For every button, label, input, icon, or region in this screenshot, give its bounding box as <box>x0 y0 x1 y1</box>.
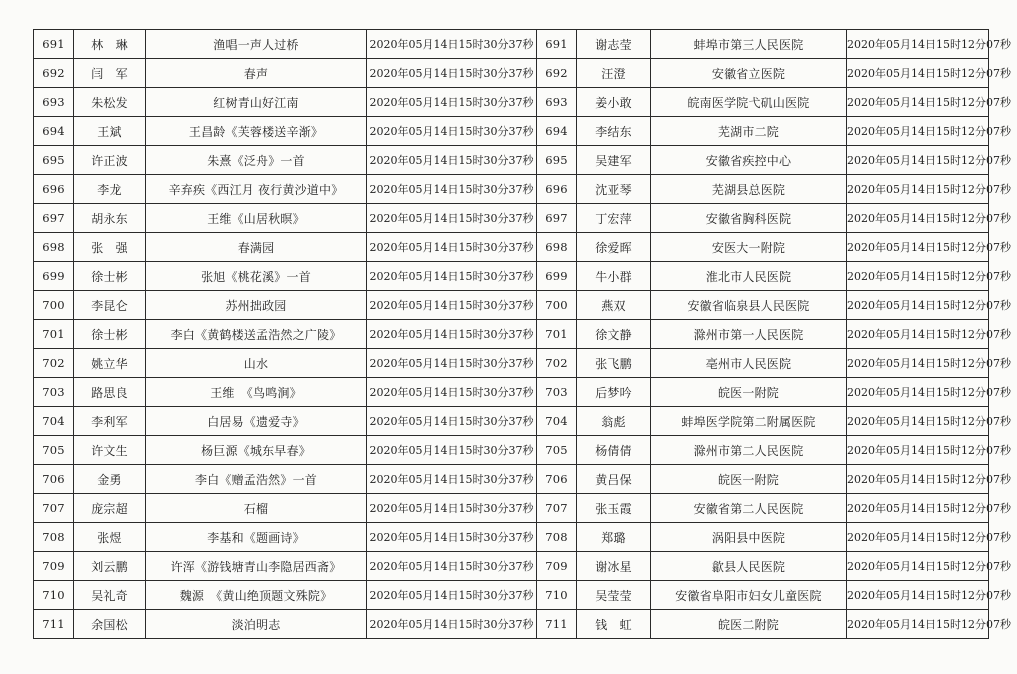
left-timestamp-cell: 2020年05月14日15时30分37秒 <box>367 494 537 523</box>
certificate-table <box>33 29 1011 639</box>
hospital-cell: 安徽省胸科医院 <box>651 204 847 233</box>
table-row <box>34 175 989 204</box>
table-row <box>34 146 989 175</box>
left-timestamp-cell: 2020年05月14日15时30分37秒 <box>367 407 537 436</box>
right-name-cell: 张玉霞 <box>577 494 651 523</box>
table-row <box>34 320 989 349</box>
left-number-cell: 698 <box>34 233 74 262</box>
left-name-cell: 张煜 <box>74 523 146 552</box>
left-number-cell: 705 <box>34 436 74 465</box>
table-row <box>34 59 989 88</box>
table-row <box>34 204 989 233</box>
right-number-cell: 691 <box>537 30 577 59</box>
left-name-cell: 路思良 <box>74 378 146 407</box>
artwork-title-cell: 王昌龄《芙蓉楼送辛渐》 <box>146 117 367 146</box>
hospital-cell: 滁州市第一人民医院 <box>651 320 847 349</box>
left-name-cell: 徐士彬 <box>74 262 146 291</box>
artwork-title-cell: 张旭《桃花溪》一首 <box>146 262 367 291</box>
left-number-cell: 693 <box>34 88 74 117</box>
hospital-cell: 淮北市人民医院 <box>651 262 847 291</box>
hospital-cell: 蚌埠医学院第二附属医院 <box>651 407 847 436</box>
hospital-cell: 芜湖市二院 <box>651 117 847 146</box>
left-name-cell: 李昆仑 <box>74 291 146 320</box>
left-number-cell: 691 <box>34 30 74 59</box>
left-name-cell: 吴礼奇 <box>74 581 146 610</box>
left-name-cell: 姚立华 <box>74 349 146 378</box>
right-name-cell: 姜小敢 <box>577 88 651 117</box>
right-number-cell: 702 <box>537 349 577 378</box>
table-row <box>34 494 989 523</box>
left-timestamp-cell: 2020年05月14日15时30分37秒 <box>367 204 537 233</box>
hospital-cell: 安徽省第二人民医院 <box>651 494 847 523</box>
table-row <box>34 233 989 262</box>
right-timestamp-cell: 2020年05月14日15时12分07秒 <box>847 436 989 465</box>
artwork-title-cell: 苏州拙政园 <box>146 291 367 320</box>
right-number-cell: 709 <box>537 552 577 581</box>
left-timestamp-cell: 2020年05月14日15时30分37秒 <box>367 378 537 407</box>
table-row <box>34 407 989 436</box>
right-name-cell: 沈亚琴 <box>577 175 651 204</box>
left-name-cell: 闫 军 <box>74 59 146 88</box>
hospital-cell: 皖南医学院弋矶山医院 <box>651 88 847 117</box>
table-row <box>34 378 989 407</box>
left-timestamp-cell: 2020年05月14日15时30分37秒 <box>367 233 537 262</box>
left-name-cell: 王斌 <box>74 117 146 146</box>
right-number-cell: 699 <box>537 262 577 291</box>
left-name-cell: 刘云鹏 <box>74 552 146 581</box>
left-name-cell: 徐士彬 <box>74 320 146 349</box>
artwork-title-cell: 李白《黄鹤楼送孟浩然之广陵》 <box>146 320 367 349</box>
left-name-cell: 李龙 <box>74 175 146 204</box>
left-timestamp-cell: 2020年05月14日15时30分37秒 <box>367 30 537 59</box>
left-name-cell: 庞宗超 <box>74 494 146 523</box>
artwork-title-cell: 山水 <box>146 349 367 378</box>
right-timestamp-cell: 2020年05月14日15时12分07秒 <box>847 233 989 262</box>
hospital-cell: 安徽省立医院 <box>651 59 847 88</box>
left-timestamp-cell: 2020年05月14日15时30分37秒 <box>367 610 537 639</box>
left-timestamp-cell: 2020年05月14日15时30分37秒 <box>367 117 537 146</box>
right-timestamp-cell: 2020年05月14日15时12分07秒 <box>847 407 989 436</box>
hospital-cell: 歙县人民医院 <box>651 552 847 581</box>
artwork-title-cell: 石榴 <box>146 494 367 523</box>
hospital-cell: 安徽省疾控中心 <box>651 146 847 175</box>
table-row <box>34 610 989 639</box>
table-row <box>34 262 989 291</box>
left-name-cell: 余国松 <box>74 610 146 639</box>
artwork-title-cell: 红树青山好江南 <box>146 88 367 117</box>
left-timestamp-cell: 2020年05月14日15时30分37秒 <box>367 581 537 610</box>
right-timestamp-cell: 2020年05月14日15时12分07秒 <box>847 581 989 610</box>
left-timestamp-cell: 2020年05月14日15时30分37秒 <box>367 523 537 552</box>
hospital-cell: 皖医一附院 <box>651 465 847 494</box>
table-row <box>34 465 989 494</box>
right-name-cell: 徐爱晖 <box>577 233 651 262</box>
right-number-cell: 694 <box>537 117 577 146</box>
table-row <box>34 523 989 552</box>
artwork-title-cell: 辛弃疾《西江月 夜行黄沙道中》 <box>146 175 367 204</box>
artwork-title-cell: 淡泊明志 <box>146 610 367 639</box>
left-number-cell: 709 <box>34 552 74 581</box>
left-timestamp-cell: 2020年05月14日15时30分37秒 <box>367 146 537 175</box>
right-timestamp-cell: 2020年05月14日15时12分07秒 <box>847 378 989 407</box>
left-timestamp-cell: 2020年05月14日15时30分37秒 <box>367 291 537 320</box>
right-number-cell: 698 <box>537 233 577 262</box>
left-name-cell: 朱松发 <box>74 88 146 117</box>
left-name-cell: 林 琳 <box>74 30 146 59</box>
artwork-title-cell: 渔唱一声人过桥 <box>146 30 367 59</box>
artwork-title-cell: 魏源 《黄山绝顶题文殊院》 <box>146 581 367 610</box>
artwork-title-cell: 春声 <box>146 59 367 88</box>
left-name-cell: 李利军 <box>74 407 146 436</box>
right-number-cell: 692 <box>537 59 577 88</box>
left-number-cell: 702 <box>34 349 74 378</box>
table-row <box>34 581 989 610</box>
table-row <box>34 117 989 146</box>
right-number-cell: 703 <box>537 378 577 407</box>
hospital-cell: 皖医二附院 <box>651 610 847 639</box>
hospital-cell: 皖医一附院 <box>651 378 847 407</box>
right-name-cell: 张飞鹏 <box>577 349 651 378</box>
hospital-cell: 安医大一附院 <box>651 233 847 262</box>
right-name-cell: 谢冰星 <box>577 552 651 581</box>
left-number-cell: 694 <box>34 117 74 146</box>
right-number-cell: 695 <box>537 146 577 175</box>
table-row <box>34 349 989 378</box>
left-name-cell: 许正波 <box>74 146 146 175</box>
right-name-cell: 牛小群 <box>577 262 651 291</box>
right-name-cell: 丁宏萍 <box>577 204 651 233</box>
artwork-title-cell: 白居易《遗爱寺》 <box>146 407 367 436</box>
left-number-cell: 708 <box>34 523 74 552</box>
hospital-cell: 滁州市第二人民医院 <box>651 436 847 465</box>
artwork-title-cell: 春满园 <box>146 233 367 262</box>
right-name-cell: 谢志莹 <box>577 30 651 59</box>
left-number-cell: 701 <box>34 320 74 349</box>
left-timestamp-cell: 2020年05月14日15时30分37秒 <box>367 175 537 204</box>
right-timestamp-cell: 2020年05月14日15时12分07秒 <box>847 552 989 581</box>
right-timestamp-cell: 2020年05月14日15时12分07秒 <box>847 320 989 349</box>
right-timestamp-cell: 2020年05月14日15时12分07秒 <box>847 494 989 523</box>
hospital-cell: 亳州市人民医院 <box>651 349 847 378</box>
left-number-cell: 700 <box>34 291 74 320</box>
right-timestamp-cell: 2020年05月14日15时12分07秒 <box>847 349 989 378</box>
left-timestamp-cell: 2020年05月14日15时30分37秒 <box>367 320 537 349</box>
table-row <box>34 291 989 320</box>
right-name-cell: 汪澄 <box>577 59 651 88</box>
artwork-title-cell: 王维《山居秋暝》 <box>146 204 367 233</box>
left-timestamp-cell: 2020年05月14日15时30分37秒 <box>367 436 537 465</box>
right-number-cell: 706 <box>537 465 577 494</box>
left-name-cell: 张 强 <box>74 233 146 262</box>
right-name-cell: 李结东 <box>577 117 651 146</box>
artwork-title-cell: 朱熹《泛舟》一首 <box>146 146 367 175</box>
table-row <box>34 436 989 465</box>
left-number-cell: 710 <box>34 581 74 610</box>
left-timestamp-cell: 2020年05月14日15时30分37秒 <box>367 59 537 88</box>
left-timestamp-cell: 2020年05月14日15时30分37秒 <box>367 465 537 494</box>
left-timestamp-cell: 2020年05月14日15时30分37秒 <box>367 349 537 378</box>
hospital-cell: 安徽省阜阳市妇女儿童医院 <box>651 581 847 610</box>
artwork-title-cell: 杨巨源《城东早春》 <box>146 436 367 465</box>
hospital-cell: 安徽省临泉县人民医院 <box>651 291 847 320</box>
left-timestamp-cell: 2020年05月14日15时30分37秒 <box>367 88 537 117</box>
right-name-cell: 郑璐 <box>577 523 651 552</box>
left-timestamp-cell: 2020年05月14日15时30分37秒 <box>367 552 537 581</box>
right-number-cell: 696 <box>537 175 577 204</box>
right-timestamp-cell: 2020年05月14日15时12分07秒 <box>847 262 989 291</box>
right-timestamp-cell: 2020年05月14日15时12分07秒 <box>847 465 989 494</box>
left-number-cell: 703 <box>34 378 74 407</box>
right-name-cell: 吴建军 <box>577 146 651 175</box>
table-body <box>34 30 1011 639</box>
table-row <box>34 30 989 59</box>
right-timestamp-cell: 2020年05月14日15时12分07秒 <box>847 523 989 552</box>
left-number-cell: 699 <box>34 262 74 291</box>
right-number-cell: 711 <box>537 610 577 639</box>
left-number-cell: 711 <box>34 610 74 639</box>
right-number-cell: 697 <box>537 204 577 233</box>
right-name-cell: 翁彪 <box>577 407 651 436</box>
hospital-cell: 涡阳县中医院 <box>651 523 847 552</box>
artwork-title-cell: 许浑《游钱塘青山李隐居西斋》 <box>146 552 367 581</box>
left-name-cell: 金勇 <box>74 465 146 494</box>
right-timestamp-cell: 2020年05月14日15时12分07秒 <box>847 146 989 175</box>
right-number-cell: 710 <box>537 581 577 610</box>
left-number-cell: 704 <box>34 407 74 436</box>
left-number-cell: 706 <box>34 465 74 494</box>
right-timestamp-cell: 2020年05月14日15时12分07秒 <box>847 175 989 204</box>
left-name-cell: 胡永东 <box>74 204 146 233</box>
left-number-cell: 692 <box>34 59 74 88</box>
right-timestamp-cell: 2020年05月14日15时12分07秒 <box>847 59 989 88</box>
right-number-cell: 693 <box>537 88 577 117</box>
right-timestamp-cell: 2020年05月14日15时12分07秒 <box>847 117 989 146</box>
table-row <box>34 88 989 117</box>
right-number-cell: 705 <box>537 436 577 465</box>
right-name-cell: 杨倩倩 <box>577 436 651 465</box>
right-number-cell: 707 <box>537 494 577 523</box>
artwork-title-cell: 王维 《鸟鸣涧》 <box>146 378 367 407</box>
right-name-cell: 后梦吟 <box>577 378 651 407</box>
right-number-cell: 704 <box>537 407 577 436</box>
right-number-cell: 708 <box>537 523 577 552</box>
certificate-list-sheet <box>33 29 1011 644</box>
right-timestamp-cell: 2020年05月14日15时12分07秒 <box>847 204 989 233</box>
right-name-cell: 燕双 <box>577 291 651 320</box>
right-timestamp-cell: 2020年05月14日15时12分07秒 <box>847 88 989 117</box>
right-name-cell: 吴莹莹 <box>577 581 651 610</box>
left-timestamp-cell: 2020年05月14日15时30分37秒 <box>367 262 537 291</box>
right-name-cell: 钱 虹 <box>577 610 651 639</box>
right-number-cell: 701 <box>537 320 577 349</box>
right-timestamp-cell: 2020年05月14日15时12分07秒 <box>847 30 989 59</box>
left-number-cell: 695 <box>34 146 74 175</box>
left-number-cell: 697 <box>34 204 74 233</box>
left-number-cell: 707 <box>34 494 74 523</box>
hospital-cell: 芜湖县总医院 <box>651 175 847 204</box>
right-name-cell: 徐文静 <box>577 320 651 349</box>
table-row <box>34 552 989 581</box>
right-timestamp-cell: 2020年05月14日15时12分07秒 <box>847 610 989 639</box>
hospital-cell: 蚌埠市第三人民医院 <box>651 30 847 59</box>
artwork-title-cell: 李基和《题画诗》 <box>146 523 367 552</box>
left-number-cell: 696 <box>34 175 74 204</box>
right-name-cell: 黄吕保 <box>577 465 651 494</box>
right-number-cell: 700 <box>537 291 577 320</box>
left-name-cell: 许文生 <box>74 436 146 465</box>
artwork-title-cell: 李白《赠孟浩然》一首 <box>146 465 367 494</box>
right-timestamp-cell: 2020年05月14日15时12分07秒 <box>847 291 989 320</box>
